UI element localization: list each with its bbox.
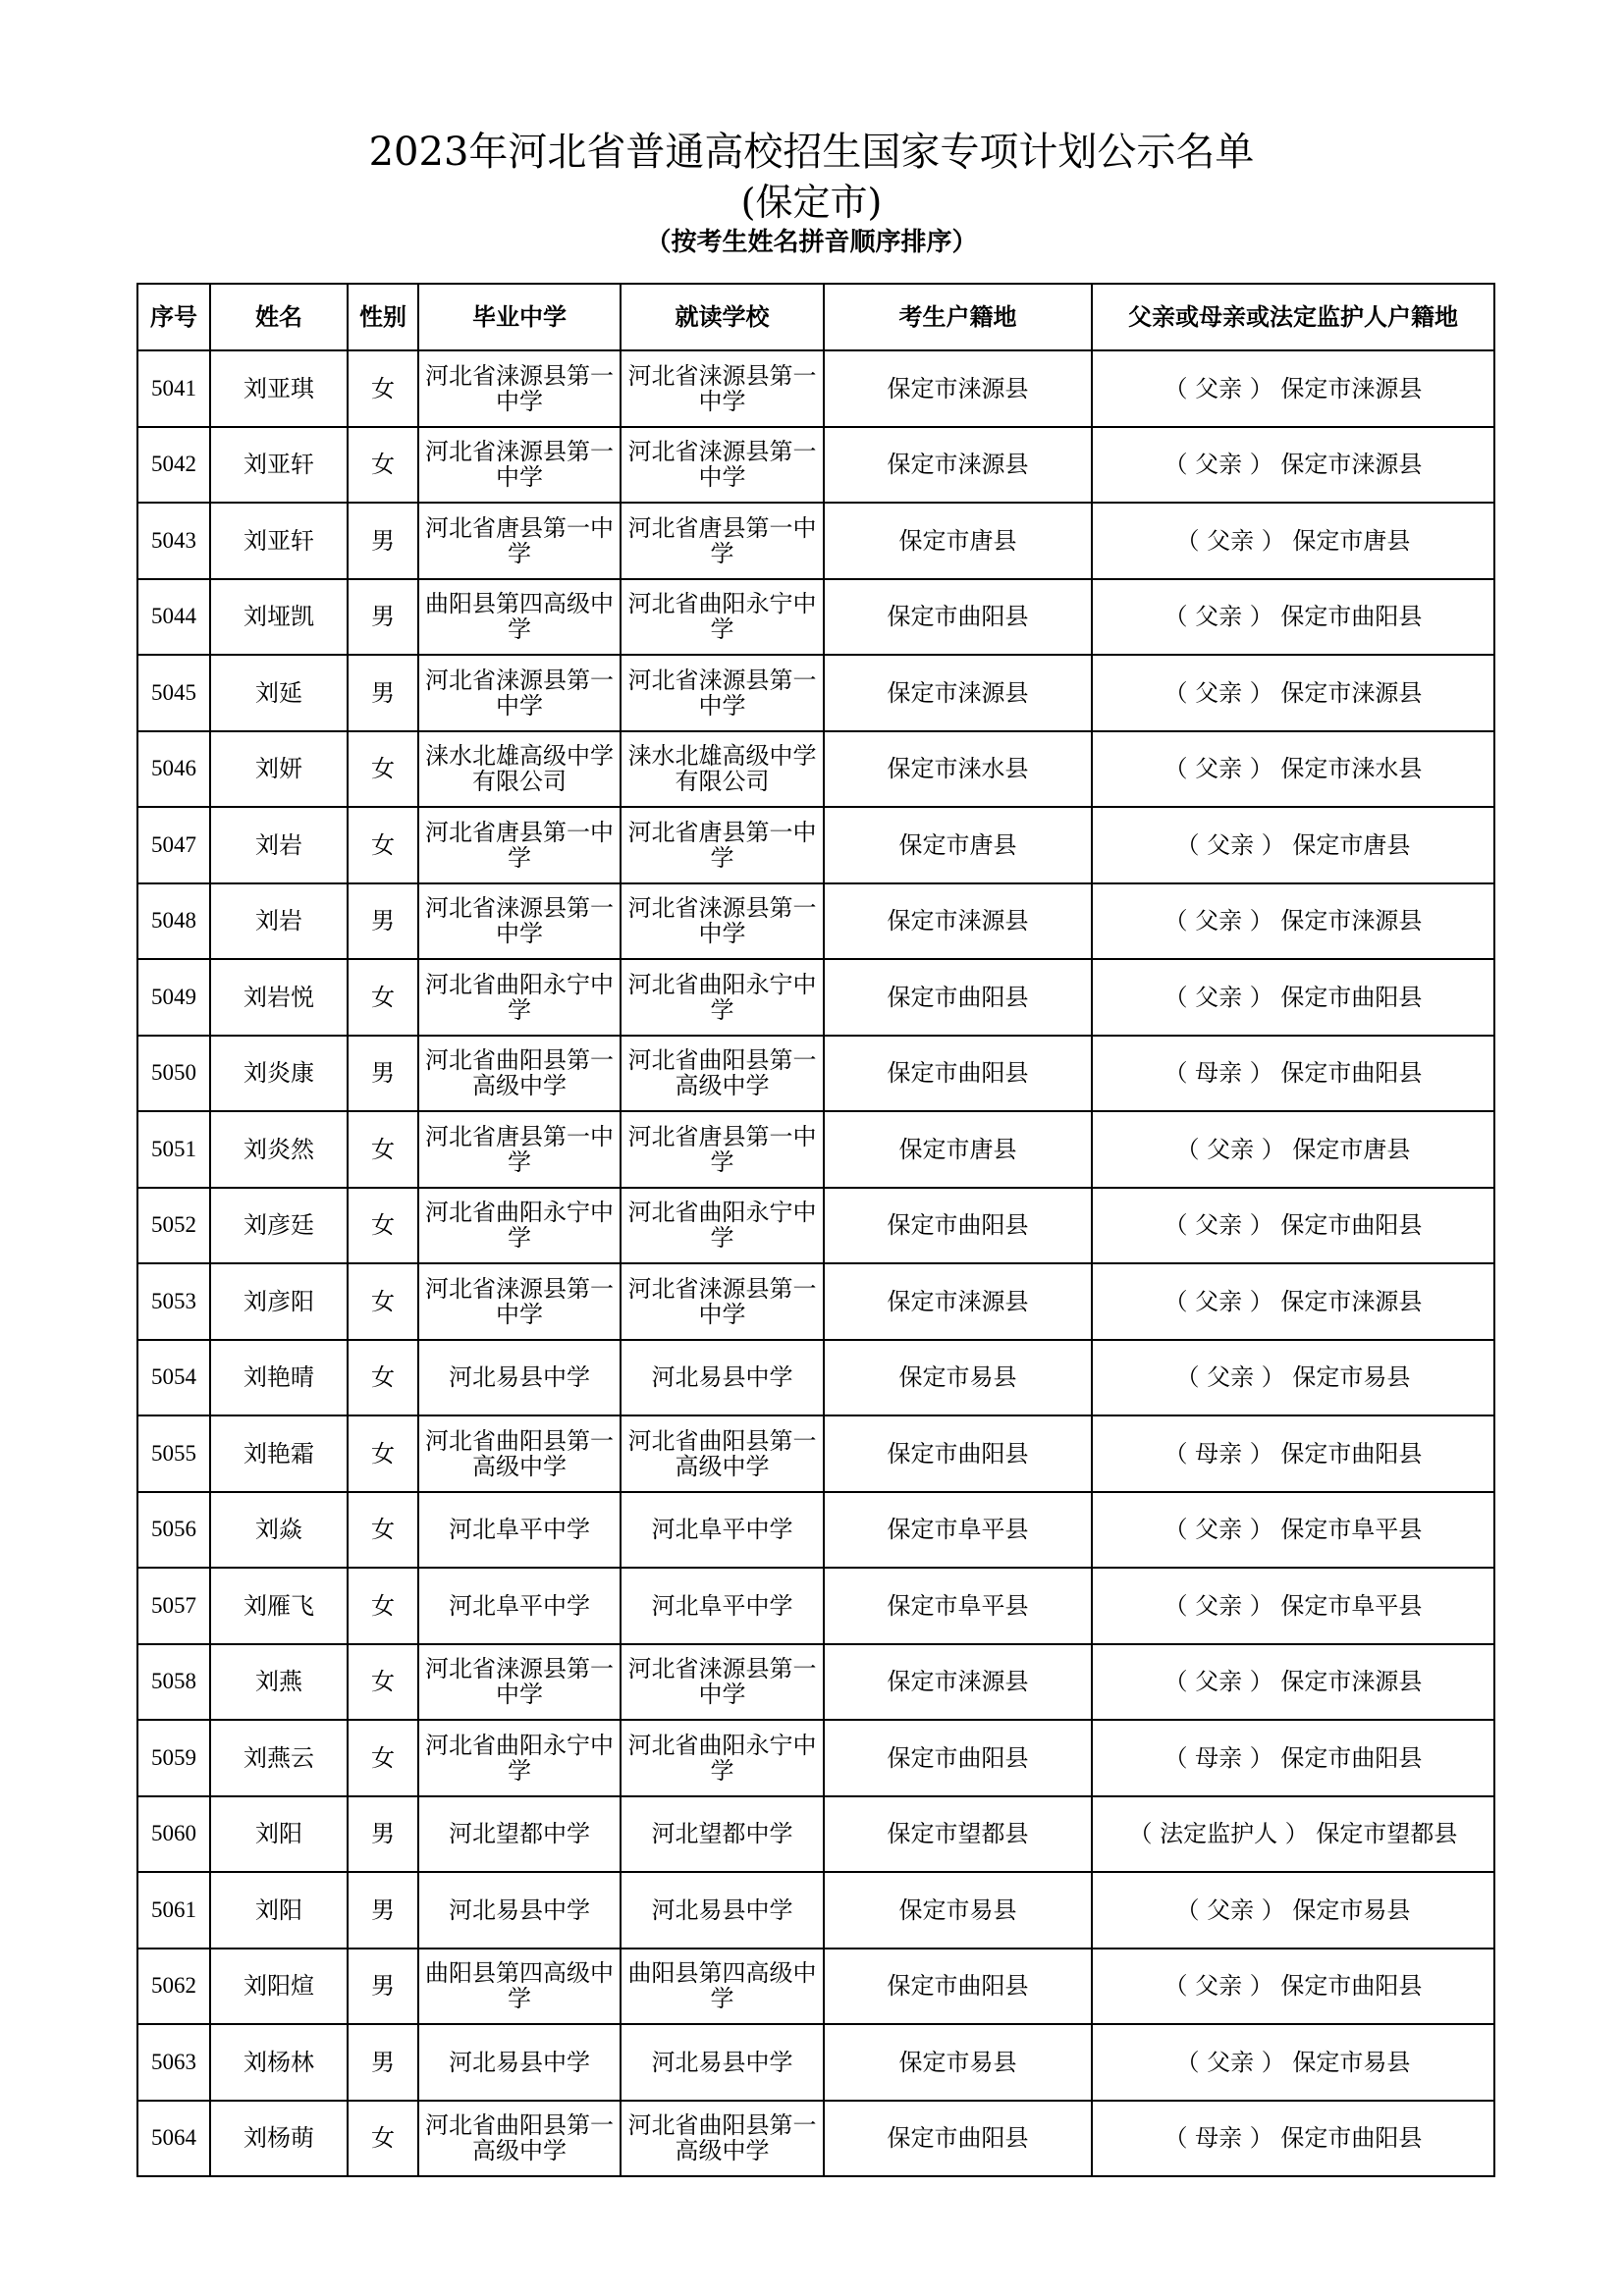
- cell-guardian-hukou: （ 父亲 ） 保定市曲阳县: [1092, 1188, 1494, 1264]
- cell-gender: 女: [348, 1568, 418, 1644]
- cell-gender: 女: [348, 1263, 418, 1340]
- cell-graduation-school: 河北省涞源县第一中学: [418, 655, 621, 731]
- cell-seq: 5049: [137, 959, 210, 1036]
- cell-gender: 女: [348, 1111, 418, 1188]
- cell-seq: 5050: [137, 1036, 210, 1112]
- cell-graduation-school: 河北省涞源县第一中学: [418, 350, 621, 427]
- cell-guardian-hukou: （ 父亲 ） 保定市易县: [1092, 1340, 1494, 1416]
- cell-graduation-school: 河北阜平中学: [418, 1492, 621, 1569]
- cell-name: 刘雁飞: [210, 1568, 348, 1644]
- cell-student-hukou: 保定市曲阳县: [824, 1415, 1092, 1492]
- table-row: [137, 2024, 1494, 2101]
- table-row: [137, 427, 1494, 504]
- cell-student-hukou: 保定市望都县: [824, 1796, 1092, 1873]
- table-row: [137, 1720, 1494, 1796]
- cell-name: 刘岩: [210, 883, 348, 960]
- cell-graduation-school: 河北省唐县第一中学: [418, 1111, 621, 1188]
- cell-gender: 女: [348, 1720, 418, 1796]
- cell-seq: 5047: [137, 807, 210, 883]
- cell-student-hukou: 保定市唐县: [824, 503, 1092, 579]
- cell-guardian-hukou: （ 父亲 ） 保定市涞源县: [1092, 1644, 1494, 1721]
- cell-guardian-hukou: （ 父亲 ） 保定市易县: [1092, 1872, 1494, 1949]
- cell-gender: 男: [348, 655, 418, 731]
- cell-graduation-school: 河北望都中学: [418, 1796, 621, 1873]
- cell-graduation-school: 河北省曲阳永宁中学: [418, 959, 621, 1036]
- table-row: [137, 1568, 1494, 1644]
- cell-gender: 女: [348, 1340, 418, 1416]
- cell-graduation-school: 河北省唐县第一中学: [418, 807, 621, 883]
- cell-gender: 女: [348, 807, 418, 883]
- cell-current-school: 河北阜平中学: [621, 1568, 824, 1644]
- cell-guardian-hukou: （ 父亲 ） 保定市涞水县: [1092, 731, 1494, 808]
- cell-seq: 5059: [137, 1720, 210, 1796]
- header-guardian-hukou: 父亲或母亲或法定监护人户籍地: [1092, 284, 1494, 350]
- cell-name: 刘延: [210, 655, 348, 731]
- cell-student-hukou: 保定市涞水县: [824, 731, 1092, 808]
- cell-gender: 女: [348, 1644, 418, 1721]
- table-row: [137, 2101, 1494, 2177]
- table-row: [137, 731, 1494, 808]
- cell-name: 刘亚琪: [210, 350, 348, 427]
- cell-seq: 5052: [137, 1188, 210, 1264]
- cell-guardian-hukou: （ 父亲 ） 保定市涞源县: [1092, 883, 1494, 960]
- document-title: 2023年河北省普通高校招生国家专项计划公示名单: [368, 130, 1255, 175]
- cell-current-school: 河北省涞源县第一中学: [621, 350, 824, 427]
- cell-name: 刘艳晴: [210, 1340, 348, 1416]
- table-row: [137, 1111, 1494, 1188]
- cell-seq: 5048: [137, 883, 210, 960]
- cell-seq: 5053: [137, 1263, 210, 1340]
- cell-current-school: 河北省涞源县第一中学: [621, 1263, 824, 1340]
- cell-current-school: 河北省涞源县第一中学: [621, 1644, 824, 1721]
- table-row: [137, 1036, 1494, 1112]
- cell-name: 刘亚轩: [210, 427, 348, 504]
- header-seq: 序号: [137, 284, 210, 350]
- cell-guardian-hukou: （ 父亲 ） 保定市曲阳县: [1092, 1949, 1494, 2025]
- header-current-school: 就读学校: [621, 284, 824, 350]
- cell-seq: 5043: [137, 503, 210, 579]
- cell-student-hukou: 保定市阜平县: [824, 1492, 1092, 1569]
- cell-current-school: 河北易县中学: [621, 1340, 824, 1416]
- cell-seq: 5060: [137, 1796, 210, 1873]
- cell-name: 刘焱: [210, 1492, 348, 1569]
- cell-current-school: 河北省唐县第一中学: [621, 503, 824, 579]
- cell-guardian-hukou: （ 父亲 ） 保定市唐县: [1092, 503, 1494, 579]
- header-student-hukou: 考生户籍地: [824, 284, 1092, 350]
- cell-seq: 5056: [137, 1492, 210, 1569]
- cell-current-school: 河北省曲阳永宁中学: [621, 1188, 824, 1264]
- table-row: [137, 1644, 1494, 1721]
- table-row: [137, 1263, 1494, 1340]
- cell-graduation-school: 河北省曲阳县第一高级中学: [418, 1036, 621, 1112]
- cell-current-school: 河北省涞源县第一中学: [621, 427, 824, 504]
- cell-graduation-school: 河北省涞源县第一中学: [418, 883, 621, 960]
- table-row: [137, 807, 1494, 883]
- cell-seq: 5062: [137, 1949, 210, 2025]
- cell-gender: 男: [348, 883, 418, 960]
- cell-name: 刘燕云: [210, 1720, 348, 1796]
- table-row: [137, 1492, 1494, 1569]
- cell-gender: 男: [348, 1796, 418, 1873]
- cell-name: 刘岩悦: [210, 959, 348, 1036]
- table-row: [137, 350, 1494, 427]
- cell-seq: 5046: [137, 731, 210, 808]
- cell-seq: 5054: [137, 1340, 210, 1416]
- cell-guardian-hukou: （ 父亲 ） 保定市涞源县: [1092, 427, 1494, 504]
- table-row: [137, 503, 1494, 579]
- cell-student-hukou: 保定市阜平县: [824, 1568, 1092, 1644]
- cell-current-school: 涞水北雄高级中学有限公司: [621, 731, 824, 808]
- cell-guardian-hukou: （ 父亲 ） 保定市曲阳县: [1092, 959, 1494, 1036]
- cell-seq: 5057: [137, 1568, 210, 1644]
- cell-current-school: 河北阜平中学: [621, 1492, 824, 1569]
- cell-graduation-school: 河北省涞源县第一中学: [418, 1263, 621, 1340]
- cell-current-school: 河北省曲阳永宁中学: [621, 1720, 824, 1796]
- cell-name: 刘岩: [210, 807, 348, 883]
- table-row: [137, 1796, 1494, 1873]
- cell-name: 刘垭凯: [210, 579, 348, 656]
- table-row: [137, 1188, 1494, 1264]
- cell-seq: 5063: [137, 2024, 210, 2101]
- cell-name: 刘阳: [210, 1796, 348, 1873]
- cell-seq: 5041: [137, 350, 210, 427]
- table-row: [137, 655, 1494, 731]
- cell-student-hukou: 保定市曲阳县: [824, 959, 1092, 1036]
- cell-guardian-hukou: （ 法定监护人 ） 保定市望都县: [1092, 1796, 1494, 1873]
- cell-graduation-school: 河北省涞源县第一中学: [418, 427, 621, 504]
- cell-gender: 女: [348, 731, 418, 808]
- cell-guardian-hukou: （ 父亲 ） 保定市曲阳县: [1092, 579, 1494, 656]
- cell-gender: 男: [348, 1949, 418, 2025]
- cell-name: 刘彦廷: [210, 1188, 348, 1264]
- cell-current-school: 河北省唐县第一中学: [621, 807, 824, 883]
- cell-guardian-hukou: （ 父亲 ） 保定市唐县: [1092, 807, 1494, 883]
- table-row: [137, 1872, 1494, 1949]
- cell-student-hukou: 保定市涞源县: [824, 427, 1092, 504]
- table-body: [137, 350, 1494, 2176]
- cell-current-school: 河北省涞源县第一中学: [621, 883, 824, 960]
- cell-seq: 5058: [137, 1644, 210, 1721]
- cell-current-school: 曲阳县第四高级中学: [621, 1949, 824, 2025]
- cell-current-school: 河北省曲阳永宁中学: [621, 579, 824, 656]
- cell-name: 刘杨萌: [210, 2101, 348, 2177]
- cell-name: 刘阳: [210, 1872, 348, 1949]
- cell-graduation-school: 曲阳县第四高级中学: [418, 579, 621, 656]
- cell-gender: 女: [348, 2101, 418, 2177]
- cell-graduation-school: 河北省曲阳县第一高级中学: [418, 1415, 621, 1492]
- cell-guardian-hukou: （ 父亲 ） 保定市涞源县: [1092, 350, 1494, 427]
- cell-current-school: 河北省曲阳县第一高级中学: [621, 1415, 824, 1492]
- cell-student-hukou: 保定市易县: [824, 1872, 1092, 1949]
- cell-current-school: 河北省唐县第一中学: [621, 1111, 824, 1188]
- header-gender: 性别: [348, 284, 418, 350]
- cell-seq: 5044: [137, 579, 210, 656]
- table-row: [137, 1340, 1494, 1416]
- cell-guardian-hukou: （ 母亲 ） 保定市曲阳县: [1092, 2101, 1494, 2177]
- cell-gender: 男: [348, 2024, 418, 2101]
- table-row: [137, 579, 1494, 656]
- cell-student-hukou: 保定市易县: [824, 2024, 1092, 2101]
- cell-name: 刘妍: [210, 731, 348, 808]
- cell-current-school: 河北省曲阳县第一高级中学: [621, 1036, 824, 1112]
- cell-guardian-hukou: （ 母亲 ） 保定市曲阳县: [1092, 1415, 1494, 1492]
- cell-gender: 女: [348, 1415, 418, 1492]
- cell-gender: 男: [348, 503, 418, 579]
- cell-student-hukou: 保定市涞源县: [824, 350, 1092, 427]
- cell-current-school: 河北省涞源县第一中学: [621, 655, 824, 731]
- cell-name: 刘彦阳: [210, 1263, 348, 1340]
- table-row: [137, 1949, 1494, 2025]
- header-name: 姓名: [210, 284, 348, 350]
- table-row: [137, 883, 1494, 960]
- cell-guardian-hukou: （ 母亲 ） 保定市曲阳县: [1092, 1720, 1494, 1796]
- cell-student-hukou: 保定市曲阳县: [824, 1720, 1092, 1796]
- cell-gender: 男: [348, 1036, 418, 1112]
- cell-student-hukou: 保定市曲阳县: [824, 1036, 1092, 1112]
- cell-guardian-hukou: （ 父亲 ） 保定市涞源县: [1092, 1263, 1494, 1340]
- cell-seq: 5042: [137, 427, 210, 504]
- cell-guardian-hukou: （ 母亲 ） 保定市曲阳县: [1092, 1036, 1494, 1112]
- cell-gender: 女: [348, 1492, 418, 1569]
- cell-name: 刘阳煊: [210, 1949, 348, 2025]
- cell-seq: 5045: [137, 655, 210, 731]
- cell-current-school: 河北易县中学: [621, 1872, 824, 1949]
- cell-guardian-hukou: （ 父亲 ） 保定市阜平县: [1092, 1568, 1494, 1644]
- table-row: [137, 1415, 1494, 1492]
- cell-graduation-school: 河北省涞源县第一中学: [418, 1644, 621, 1721]
- cell-name: 刘杨林: [210, 2024, 348, 2101]
- cell-guardian-hukou: （ 父亲 ） 保定市唐县: [1092, 1111, 1494, 1188]
- cell-graduation-school: 河北易县中学: [418, 1872, 621, 1949]
- cell-current-school: 河北易县中学: [621, 2024, 824, 2101]
- cell-guardian-hukou: （ 父亲 ） 保定市易县: [1092, 2024, 1494, 2101]
- cell-current-school: 河北省曲阳县第一高级中学: [621, 2101, 824, 2177]
- cell-graduation-school: 曲阳县第四高级中学: [418, 1949, 621, 2025]
- cell-name: 刘炎康: [210, 1036, 348, 1112]
- cell-graduation-school: 河北易县中学: [418, 1340, 621, 1416]
- cell-student-hukou: 保定市易县: [824, 1340, 1092, 1416]
- cell-student-hukou: 保定市曲阳县: [824, 1949, 1092, 2025]
- cell-graduation-school: 河北省曲阳永宁中学: [418, 1720, 621, 1796]
- cell-graduation-school: 河北省曲阳县第一高级中学: [418, 2101, 621, 2177]
- cell-student-hukou: 保定市涞源县: [824, 883, 1092, 960]
- cell-seq: 5055: [137, 1415, 210, 1492]
- cell-name: 刘燕: [210, 1644, 348, 1721]
- cell-student-hukou: 保定市唐县: [824, 1111, 1092, 1188]
- cell-graduation-school: 河北省唐县第一中学: [418, 503, 621, 579]
- cell-student-hukou: 保定市曲阳县: [824, 2101, 1092, 2177]
- roster-table: [136, 283, 1495, 2177]
- cell-seq: 5061: [137, 1872, 210, 1949]
- cell-graduation-school: 涞水北雄高级中学有限公司: [418, 731, 621, 808]
- table-row: [137, 959, 1494, 1036]
- cell-name: 刘炎然: [210, 1111, 348, 1188]
- cell-graduation-school: 河北易县中学: [418, 2024, 621, 2101]
- cell-student-hukou: 保定市唐县: [824, 807, 1092, 883]
- cell-current-school: 河北望都中学: [621, 1796, 824, 1873]
- cell-gender: 女: [348, 427, 418, 504]
- cell-graduation-school: 河北阜平中学: [418, 1568, 621, 1644]
- document-note: （按考生姓名拼音顺序排序）: [645, 228, 978, 257]
- cell-student-hukou: 保定市曲阳县: [824, 1188, 1092, 1264]
- cell-name: 刘艳霜: [210, 1415, 348, 1492]
- cell-gender: 男: [348, 579, 418, 656]
- header-graduation-school: 毕业中学: [418, 284, 621, 350]
- cell-current-school: 河北省曲阳永宁中学: [621, 959, 824, 1036]
- cell-guardian-hukou: （ 父亲 ） 保定市涞源县: [1092, 655, 1494, 731]
- cell-gender: 女: [348, 959, 418, 1036]
- cell-guardian-hukou: （ 父亲 ） 保定市阜平县: [1092, 1492, 1494, 1569]
- table-header-row: [137, 284, 1494, 350]
- cell-seq: 5051: [137, 1111, 210, 1188]
- cell-name: 刘亚轩: [210, 503, 348, 579]
- cell-student-hukou: 保定市曲阳县: [824, 579, 1092, 656]
- cell-student-hukou: 保定市涞源县: [824, 655, 1092, 731]
- cell-gender: 女: [348, 1188, 418, 1264]
- cell-gender: 女: [348, 350, 418, 427]
- cell-student-hukou: 保定市涞源县: [824, 1263, 1092, 1340]
- cell-seq: 5064: [137, 2101, 210, 2177]
- document-subtitle: (保定市): [740, 181, 883, 224]
- cell-graduation-school: 河北省曲阳永宁中学: [418, 1188, 621, 1264]
- cell-gender: 男: [348, 1872, 418, 1949]
- cell-student-hukou: 保定市涞源县: [824, 1644, 1092, 1721]
